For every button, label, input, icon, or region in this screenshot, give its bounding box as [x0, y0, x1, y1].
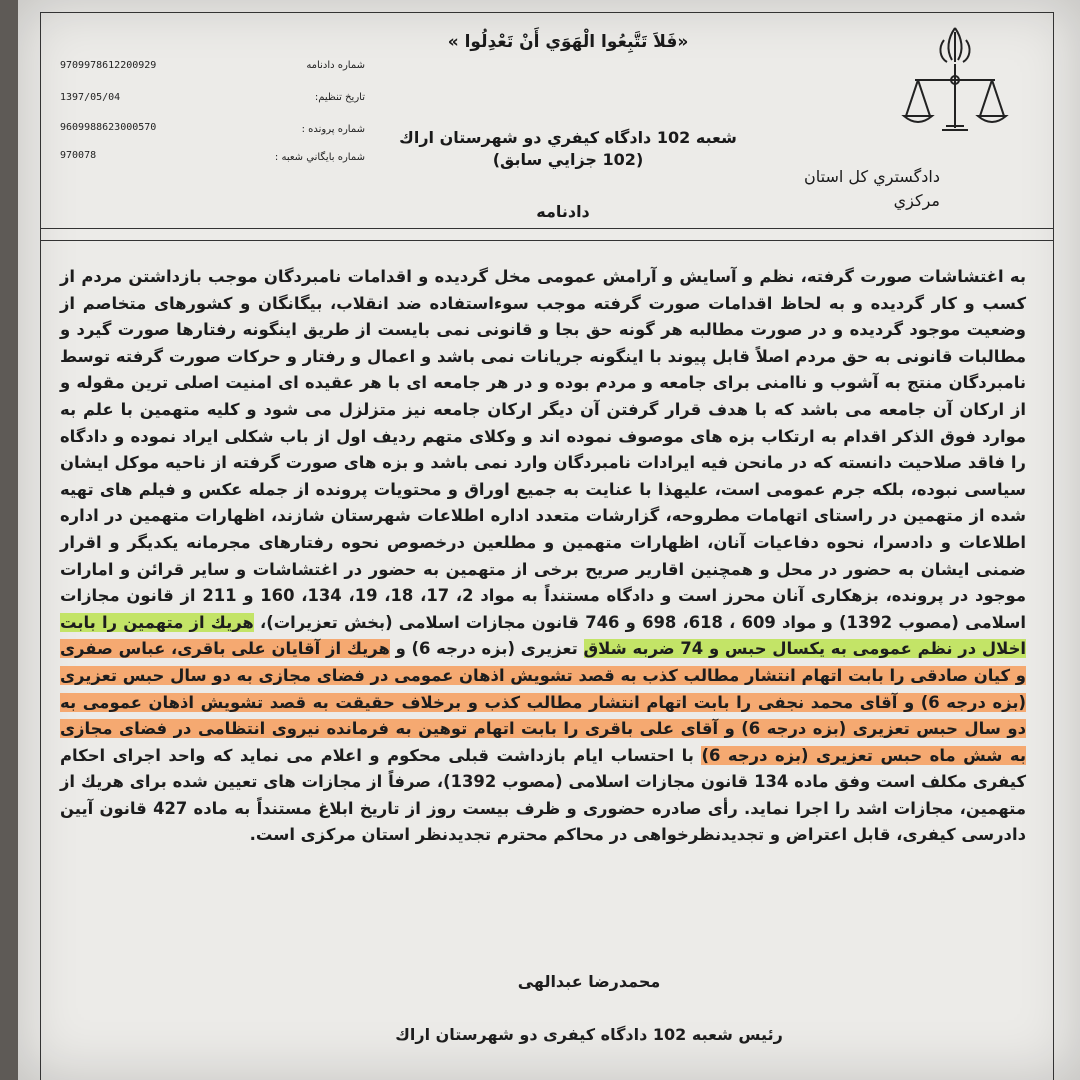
highlight-green-sentence: هريك از متهمين را بابت اخلال در نظم عمومی به يكسال حبس و 74 ضربه شلاق [60, 612, 1027, 659]
court-name [398, 127, 738, 171]
document-title: دادنامه [536, 202, 590, 221]
highlight-orange-sentence: هريك از آقايان علی باقری، عباس صفری و كيان صادقی را بابت اتهام انتشار مطالب كذب به قصد تشويش اذهان عمومی در فضای مجازی به دو سال حبس تعزيری (بزه درجه 6) و آقای محمد نجفی را بابت اتهام انتشار مطالب كذب و برخلاف حقيقت به قصد تشويش اذهان عمومی به دو سال حبس تعزيری (بزه درجه 6) و آقای علی باقری را بابت اتهام توهين به فرمانده نيروی انتظامی در فضای مجازی به شش ماه حبس تعزيری (بزه درجه 6) [60, 639, 1027, 765]
verdict-paragraph-intro: به اغتشاشات صورت گرفته، نظم و آسايش و آرامش عمومی مخل گرديده و اقدامات نامبردگان موجب بازداشتن مردم از كسب و كار گرديده و به لحاظ اقدامات صورت گرفته موجب سوءاستفاده ضد انقلاب، بيگانگان و كشورهای متخاصم از وضعيت موجود گرديده و در صورت مطالبه هر گونه حق بجا و قانونی نمی بايست از طريق اينگونه رفتارها صورت گيرد و مطالبات قانونی به حق مردم اصلاً قابل پيوند با اينگونه جريانات نمی باشد و اعمال و رفتار و حركات صورت گرفته توسط نامبردگان منتج به آشوب و ناامنی برای جامعه و مردم بوده و در هر جامعه ای با هر عقيده ای امنيت اصلی ترين مقوله و از اركان آن جامعه می باشد كه با هدف قرار گرفتن آن ديگر اركان جامعه نيز متزلزل می شود و كليه متهمين با علم به موارد فوق الذكر اقدام به ارتكاب بزه های موصوف نموده اند و وكلای متهم رديف اول از باب شكلی ايراد نموده و دادگاه را فاقد صلاحيت دانسته كه در مانحن فيه ايرادات نامبردگان وارد نمی باشد و بزه های صورت گرفته از ناحيه موكل ايشان سياسی نبوده، بلكه جرم عمومی است، عليهذا با عنايت به جميع اوراق و محتويات پرونده از جمله عكس و فيلم های تهيه شده از متهمين در راستای اتهامات مطروحه، گزارشات متعدد اداره اطلاعات شهرستان شازند، اظهارات متهمين در اداره اطلاعات و دادسرا، نحوه دفاعيات آنان، اظهارات متهمين و مطلعين درخصوص نحوه رفتارهای مجرمانه يكديگر و اقرار ضمنی ايشان به حضور در محل و همچنين اقارير صريح برخی از متهمين به حضور در اغتشاشات و ساير قرائن و امارات موجود در پرونده، بزهكاری آنان محرز است و دادگاه مستنداً به مواد 2، 17، 18، 19، 134، 160 و 211 از قانون مجازات اسلامی (مصوب 1392) و مواد 609 ، 618، 698 و 746 قانون مجازات اسلامی (بخش تعزيرات)، [60, 267, 1026, 632]
province-judiciary [780, 165, 940, 213]
document-sheet [18, 0, 1080, 1080]
iran-emblem-with-scales-icon [900, 20, 1010, 140]
header-divider-top [40, 228, 1054, 229]
meta-label-verdict-number: شماره دادنامه [306, 60, 365, 71]
meta-value-case-number: 9609988623000570 [60, 122, 157, 133]
header-divider-bottom [40, 240, 1054, 241]
province-line1: دادگستري كل استان [804, 167, 940, 186]
meta-value-verdict-number: 9709978612200929 [60, 60, 157, 71]
meta-label-date: تاريخ تنظيم: [314, 92, 365, 103]
court-name-line1: شعبه 102 دادگاه كيفري دو شهرستان اراك [399, 128, 737, 147]
meta-value-archive-number: 970078 [60, 150, 97, 161]
court-name-line2: (102 جزايي سابق) [492, 150, 644, 169]
judge-name: محمدرضا عبدالهی [517, 972, 661, 991]
meta-label-case-number: شماره پرونده : [301, 124, 365, 135]
judge-title: رئيس شعبه 102 دادگاه كيفری دو شهرستان اراك [395, 1025, 783, 1044]
meta-label-archive-number: شماره بايگاني شعبه : [274, 152, 365, 163]
verdict-paragraph-outro: با احتساب ايام بازداشت قبلی محكوم و اعلام می نمايد كه واحد اجرای احكام كيفری مكلف است وفق ماده 134 قانون مجازات اسلامی (مصوب 1392)، صرفاً از مجازات های تعيين شده برای هريك از متهمين، مجازات اشد را اجرا نمايد. رأی صادره حضوری و ظرف بيست روز از تاريخ ابلاغ مستنداً به ماده 427 قانون آيين دادرسی كيفری، قابل اعتراض و تجديدنظرخواهی در محاكم محترم تجديدنظر استان مركزی است. [60, 745, 1026, 845]
quran-verse: «فَلاَ تَتَّبِعُوا الْهَوَي أَنْ تَعْدِلُوا » [447, 32, 689, 52]
meta-value-date: 1397/05/04 [60, 92, 121, 103]
province-line2: مركزي [893, 191, 940, 210]
verdict-text-connector: تعزيری (بزه درجه 6) و [389, 639, 584, 659]
verdict-body-text [60, 264, 1026, 849]
